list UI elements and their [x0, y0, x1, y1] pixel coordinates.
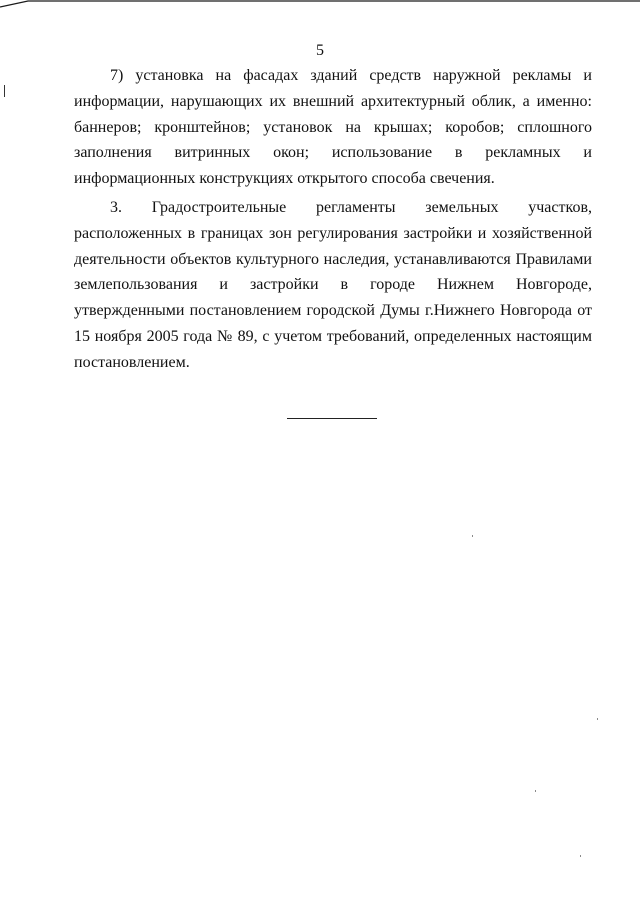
- scan-speck: [597, 718, 598, 720]
- scan-speck: [472, 535, 473, 537]
- paragraph-item-3: 3. Градостроительные регламенты земельных участков, расположенных в границах зон регулирования застройки и хозяйственной деятельности объектов культурного наследия, устанавливаются Правилами землепользования и застройки в городе Нижнем Новгороде, утвержденными постановлением городской Думы г.Нижнего Новгорода от 15 ноября 2005 года № 89, с учетом требований, определенных настоящим постановлением.: [74, 198, 592, 371]
- scan-speck: [580, 855, 581, 857]
- end-of-text-rule: [287, 418, 377, 419]
- page-number: 5: [316, 42, 324, 59]
- scan-speck: [535, 790, 536, 792]
- document-body: [74, 63, 592, 376]
- paragraph-item-7: 7) установка на фасадах зданий средств наружной рекламы и информации, нарушающих их внешний архитектурный облик, а именно: баннеров; кронштейнов; установок на крышах; коробов; сплошного заполнения витринных окон; использование в рекламных и информационных конструкциях открытого способа свечения.: [74, 67, 592, 188]
- scan-margin-mark: [4, 85, 5, 97]
- scan-edge-mark: [0, 0, 640, 8]
